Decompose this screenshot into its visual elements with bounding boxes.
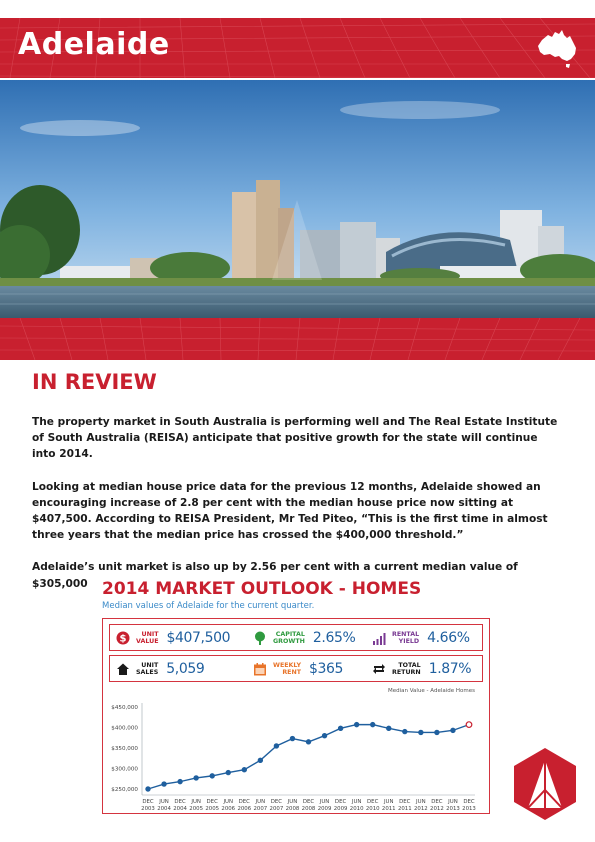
data-point bbox=[178, 779, 183, 784]
x-tick-label: DEC bbox=[174, 799, 186, 805]
x-tick-label: 2010 bbox=[349, 806, 364, 812]
stats-row-2 bbox=[109, 655, 483, 682]
review-paragraph-3: Adelaide’s unit market is also up by 2.56 per cent with a current median value of $305,000 bbox=[32, 561, 518, 590]
company-logo-icon bbox=[512, 746, 578, 822]
x-tick-label: 2013 bbox=[446, 806, 460, 812]
stat-value: 5,059 bbox=[166, 660, 205, 677]
y-tick-label: $350,000 bbox=[111, 746, 138, 752]
x-tick-label: 2005 bbox=[205, 806, 220, 812]
stat-label: UNIT SALES bbox=[136, 661, 159, 676]
house-icon bbox=[116, 662, 130, 676]
stat-label: TOTAL RETURN bbox=[392, 661, 421, 676]
data-point bbox=[210, 773, 215, 778]
y-tick-label: $250,000 bbox=[111, 787, 138, 793]
x-tick-label: 2011 bbox=[381, 806, 396, 812]
x-tick-label: DEC bbox=[302, 799, 315, 805]
stat-label: RENTAL YIELD bbox=[392, 630, 420, 645]
data-point bbox=[306, 739, 311, 744]
data-point bbox=[418, 730, 423, 735]
x-tick-label: DEC bbox=[270, 799, 283, 805]
x-tick-label: JUN bbox=[287, 799, 298, 805]
stat-unit-sales bbox=[116, 656, 204, 681]
stat-capital-growth bbox=[253, 625, 355, 650]
dollar-icon bbox=[116, 631, 130, 645]
x-tick-label: 2010 bbox=[365, 806, 380, 812]
x-tick-label: DEC bbox=[206, 799, 218, 805]
x-tick-label: 2012 bbox=[413, 806, 428, 812]
bar-chart-icon bbox=[372, 631, 386, 645]
data-point bbox=[435, 730, 440, 735]
red-pattern-band bbox=[0, 318, 595, 360]
data-point bbox=[338, 726, 343, 731]
stat-unit-value bbox=[116, 625, 230, 650]
x-tick-label: 2004 bbox=[157, 806, 171, 812]
x-tick-label: JUN bbox=[159, 799, 169, 805]
data-point bbox=[322, 733, 327, 738]
stat-label: UNIT VALUE bbox=[136, 630, 159, 645]
review-paragraph-1: The property market in South Australia is performing well and The Real Estate Institute of South Australia (REISA) anticipate that positive growth for the state will continue into 2014. bbox=[32, 416, 558, 461]
data-point bbox=[466, 722, 472, 728]
header-banner bbox=[0, 18, 595, 78]
x-tick-label: 2006 bbox=[221, 806, 236, 812]
x-tick-label: 2006 bbox=[237, 806, 252, 812]
x-tick-label: DEC bbox=[463, 799, 475, 805]
stat-value: 1.87% bbox=[428, 660, 472, 677]
chart-title: Median Value - Adelaide Homes bbox=[387, 688, 475, 694]
x-tick-label: 2007 bbox=[253, 806, 268, 812]
x-tick-label: 2009 bbox=[333, 806, 348, 812]
y-tick-label: $400,000 bbox=[111, 725, 138, 732]
svg-text:$: $ bbox=[119, 633, 127, 644]
data-point bbox=[451, 728, 456, 733]
stat-label: CAPITAL GROWTH bbox=[273, 630, 305, 645]
x-tick-label: 2005 bbox=[189, 806, 204, 812]
tree-icon bbox=[253, 631, 267, 645]
data-point bbox=[386, 726, 391, 731]
x-tick-label: JUN bbox=[448, 799, 458, 805]
data-point bbox=[370, 722, 375, 727]
stat-value: 2.65% bbox=[312, 629, 356, 646]
data-point bbox=[194, 776, 199, 781]
x-tick-label: JUN bbox=[319, 799, 330, 805]
x-tick-label: JUN bbox=[255, 799, 266, 805]
x-tick-label: 2007 bbox=[269, 806, 284, 812]
y-tick-label: $450,000 bbox=[111, 705, 138, 711]
data-point bbox=[242, 767, 247, 772]
stat-weekly-rent bbox=[253, 656, 343, 681]
outlook-subtitle: Median values of Adelaide for the current quarter. bbox=[102, 601, 315, 611]
x-tick-label: 2008 bbox=[301, 806, 316, 812]
x-tick-label: 2009 bbox=[317, 806, 332, 812]
x-tick-label: DEC bbox=[142, 799, 154, 805]
x-tick-label: 2004 bbox=[173, 806, 187, 812]
chart-canvas bbox=[103, 685, 489, 815]
data-point bbox=[258, 758, 263, 763]
median-value-chart bbox=[103, 685, 489, 815]
x-tick-label: JUN bbox=[383, 799, 394, 805]
x-tick-label: DEC bbox=[399, 799, 411, 805]
x-tick-label: DEC bbox=[367, 799, 379, 805]
australia-map-icon bbox=[534, 26, 580, 70]
city-skyline-photo bbox=[0, 80, 595, 318]
calendar-icon bbox=[253, 662, 267, 676]
band-grid-pattern bbox=[0, 318, 595, 360]
data-point bbox=[162, 782, 167, 787]
x-tick-label: DEC bbox=[431, 799, 443, 805]
stat-value: 4.66% bbox=[427, 629, 470, 646]
x-tick-label: JUN bbox=[351, 799, 362, 805]
stat-value: $407,500 bbox=[166, 629, 231, 646]
x-tick-label: DEC bbox=[238, 799, 250, 805]
data-point bbox=[402, 729, 407, 734]
repeat-icon bbox=[372, 662, 386, 676]
x-tick-label: DEC bbox=[334, 799, 347, 805]
x-tick-label: JUN bbox=[191, 799, 201, 805]
x-tick-label: 2011 bbox=[397, 806, 412, 812]
stat-label: WEEKLY RENT bbox=[273, 661, 302, 676]
data-point bbox=[354, 722, 359, 727]
x-tick-label: JUN bbox=[416, 799, 426, 805]
x-tick-label: JUN bbox=[223, 799, 234, 805]
data-point bbox=[274, 744, 279, 749]
review-paragraph-2: Looking at median house price data for the previous 12 months, Adelaide showed an encouraging increase of 2.8 per cent with the median house price now sitting at $407,500. According to REISA President, Mr Ted Piteo, “This is the first time in almost three years that the median price has crossed the $400,000 threshold.” bbox=[32, 480, 548, 542]
data-point bbox=[290, 736, 295, 741]
outlook-title: 2014 MARKET OUTLOOK - HOMES bbox=[102, 579, 422, 599]
y-tick-label: $300,000 bbox=[111, 766, 138, 773]
data-point bbox=[226, 770, 231, 775]
city-title: Adelaide bbox=[18, 27, 170, 62]
market-stats-box bbox=[102, 618, 490, 814]
x-tick-label: 2012 bbox=[430, 806, 444, 812]
stat-value: $365 bbox=[309, 660, 344, 677]
review-heading: IN REVIEW bbox=[32, 370, 157, 394]
x-tick-label: 2003 bbox=[141, 806, 155, 812]
stat-total-return bbox=[372, 656, 471, 681]
stats-row-1 bbox=[109, 624, 483, 651]
x-tick-label: 2008 bbox=[285, 806, 300, 812]
data-point bbox=[146, 787, 151, 792]
stat-rental-yield bbox=[372, 625, 470, 650]
x-tick-label: 2013 bbox=[462, 806, 476, 812]
